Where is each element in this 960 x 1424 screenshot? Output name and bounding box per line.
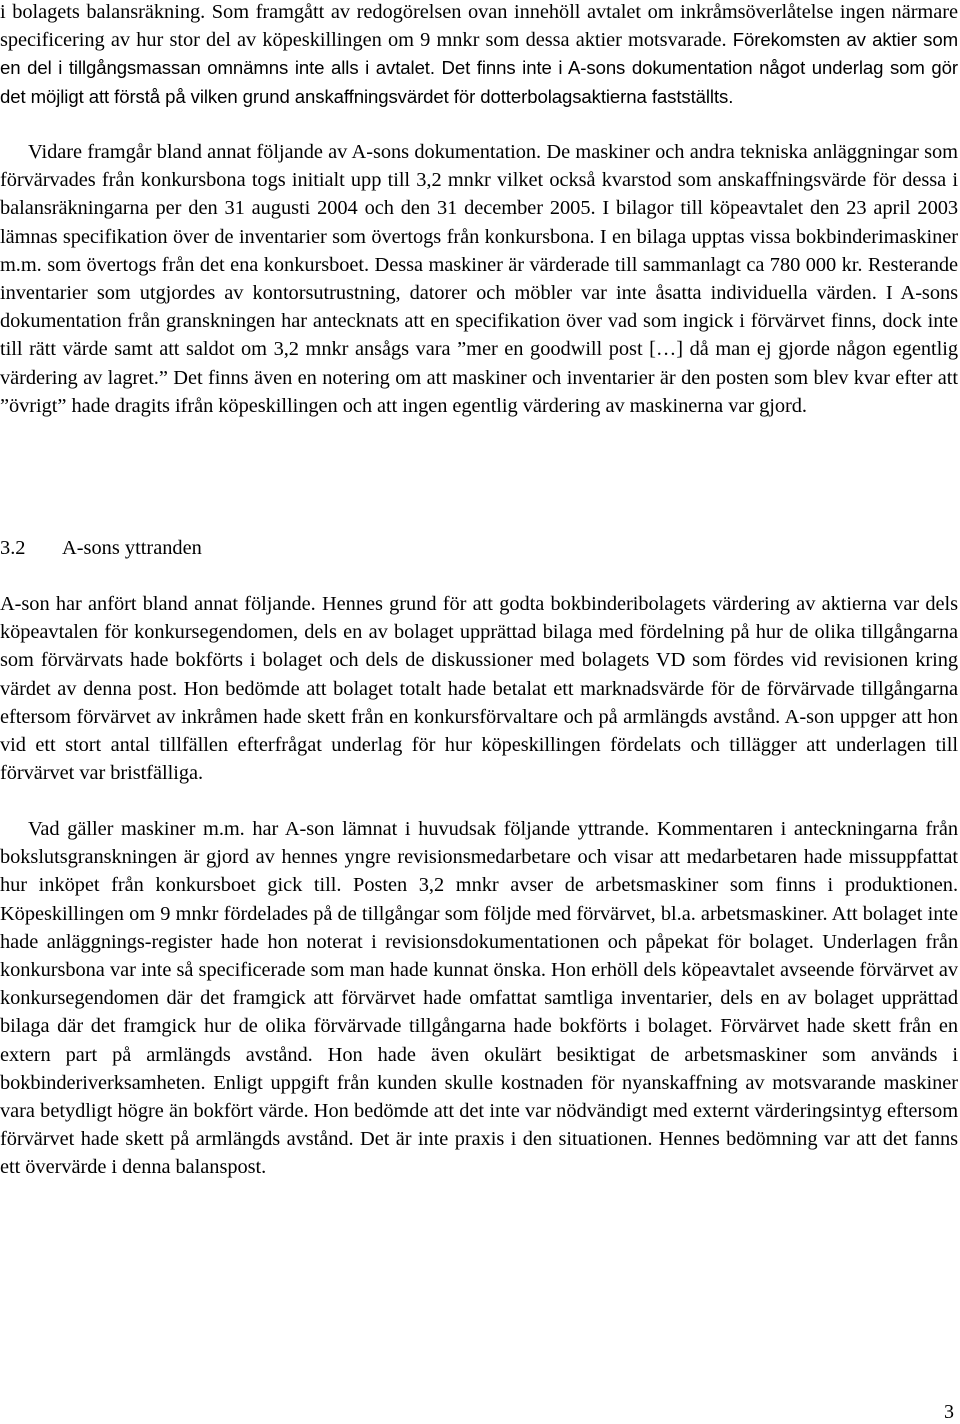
paragraph-a-son-maskiner: Vad gäller maskiner m.m. har A-son lämnat i huvudsak följande yttrande. Kommentaren i anteckningarna från bokslutsgranskningen är gjord av hennes yngre revisionsmedarbetare och visar att medarbetaren hade missuppfattat hur inköpet från konkursboet gick till. Posten 3,2 mnkr avser de arbetsmaskiner som finns i produktionen. Köpeskillingen om 9 mnkr fördelades på de tillgångar som följde med förvärvet, bl.a. arbetsmaskiner. Att bolaget inte hade anläggnings-register hade hon noterat i revisionsdokumentationen och påpekat för bolaget. Underlagen från konkursbona var inte så specificerade som man hade kunnat önska. Hon erhöll dels köpeavtalet avseende förvärvet av konkursegendomen där det framgick att förvärvet hade omfattat samtliga inventarier, dels en av bolaget upprättad bilaga där det framgick hur de olika förvärvade tillgångarna hade bokförts i bolaget. Förvärvet hade skett från en extern part på armlängds avstånd. Hon hade även okulärt besiktigat de arbetsmaskiner som används i bokbinderiverksamheten. Enligt uppgift från kunden skulle kostnaden för nyanskaffning av motsvarande maskiner vara betydligt högre än bokfört värde. Hon bedömde att det inte var nödvändigt med externt värderingsintyg eftersom förvärvet hade skett på armlängds avstånd. Det är inte praxis i den situationen. Hennes bedömning var att det fanns ett övervärde i denna balanspost. — [0, 818, 958, 1179]
paragraph-aktier-rest: Förekomsten av aktier som en del i tillgångsmassan omnämns inte alls i avtalet. Det finns inte i A-sons dokumentation något underlag som gör det möjligt att förstå på vilken grund anskaffningsvärdet för dotterbolagsaktierna fastställts. — [0, 29, 958, 107]
paragraph-maskiner-rest: De maskiner och andra tekniska anläggningar som förvärvades från konkursbona togs initialt upp till 3,2 mnkr vilket också kvarstod som anskaffningsvärde för dessa i balansräkningarna per den 31 augusti 2004 och den 31 december 2005. I bilagor till köpeavtalet den 23 april 2003 lämnas specifikation över de inventarier som övertogs från konkursbona. I en bilaga upptas vissa bokbinderimaskiner m.m. som övertogs från det ena konkursboet. Dessa maskiner är värderade till sammanlagt ca 780 000 kr. Resterande inventarier som utgjordes av kontorsutrustning, datorer och möbler var inte åsatta individuella värden. I A-sons dokumentation från granskningen har antecknats att en specifikation över vad som ingick i förvärvet finns, dock inte till rätt värde samt att saldot om 3,2 mnkr ansågs vara ”mer en goodwill post […] då man ej gjorde någon egentlig värdering av lagret.” Det finns även en notering om att maskiner och inventarier är den posten som blev kvar efter att ”övrigt” hade dragits ifrån köpeskillingen och att ingen egentlig värdering av maskinerna var gjord. — [0, 141, 958, 417]
paragraph-a-son-grund: A-son har anfört bland annat följande. Hennes grund för att godta bokbinderibolagets värdering av aktierna var dels köpeavtalen för konkursegendomen, dels en av bolaget upprättad bilaga med fördelning på hur de olika tillgångarna som förvärvats hade bokförts i bolaget och dels de diskussioner med bolagets VD som fördes vid revisionen kring värdet av denna post. Hon bedömde att bolaget totalt hade betalat ett marknadsvärde för de förvärvade tillgångarna eftersom förvärvet av inkråmen hade skett från en konkursförvaltare och på armlängds avstånd. A-son uppger att hon vid ett stort antal tillfällen efterfrågat underlag för hur köpeskillingen fördelats och tillägger att underlagen till förvärvet var bristfälliga. — [0, 593, 958, 785]
section-title: A-sons yttranden — [62, 537, 202, 559]
paragraph-maskiner-lead: Vidare framgår bland annat följande av A-sons dokumentation. — [28, 141, 542, 163]
section-heading — [0, 534, 202, 562]
paragraph-aktier — [0, 0, 958, 111]
section-number: 3.2 — [0, 537, 26, 559]
paragraph-aktier-lead: i bolagets balansräkning. Som framgått av redogörelsen ovan innehöll avtalet om inkråmsöverlåtelse ingen närmare specificering av hur stor del av köpeskillingen om 9 mnkr som dessa aktier motsvarade. — [0, 1, 958, 52]
page-number: 3 — [944, 1401, 954, 1423]
paragraph-maskiner — [0, 138, 958, 420]
